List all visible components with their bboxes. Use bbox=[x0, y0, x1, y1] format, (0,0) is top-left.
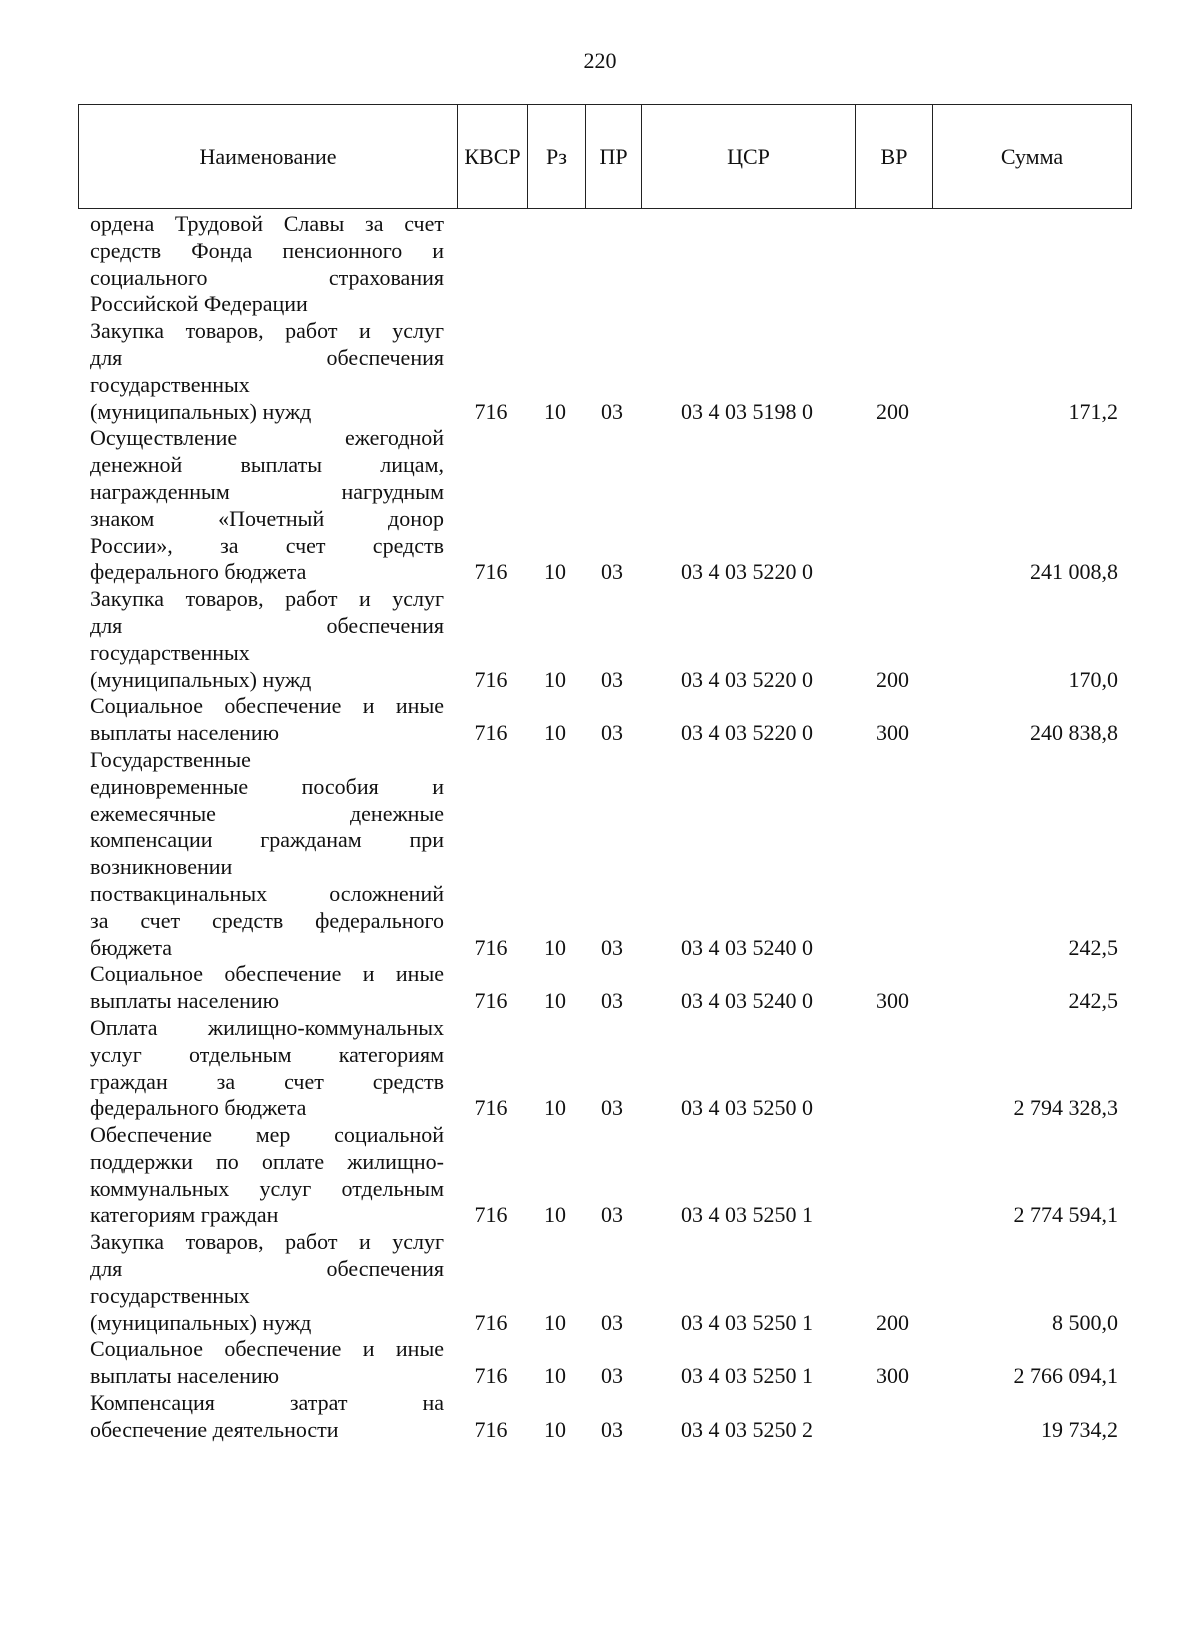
row-sum: 2 766 094,1 bbox=[1013, 1363, 1118, 1389]
row-name-line: для обеспечения bbox=[90, 1256, 444, 1282]
row-sum: 2 794 328,3 bbox=[1013, 1095, 1118, 1121]
row-name bbox=[78, 586, 456, 693]
header-vr: ВР bbox=[855, 105, 932, 208]
table-header bbox=[78, 104, 1132, 209]
row-pr: 03 bbox=[601, 559, 623, 585]
row-name-line: России», за счет средств bbox=[90, 532, 444, 558]
header-pr: ПР bbox=[585, 105, 641, 208]
table-row bbox=[78, 693, 1130, 747]
row-name-line: выплаты населению bbox=[90, 720, 280, 746]
table-row bbox=[78, 1122, 1130, 1229]
row-rz: 10 bbox=[544, 559, 566, 585]
row-kvsr: 716 bbox=[474, 398, 508, 424]
row-csr: 03 4 03 5220 0 bbox=[681, 720, 813, 746]
row-name-line: коммунальных услуг отдельным bbox=[90, 1175, 444, 1201]
table-row bbox=[78, 318, 1130, 425]
row-rz: 10 bbox=[544, 666, 566, 692]
row-name-line: поддержки по оплате жилищно- bbox=[90, 1148, 444, 1174]
row-rz: 10 bbox=[544, 1363, 566, 1389]
row-rz: 10 bbox=[544, 934, 566, 960]
row-pr: 03 bbox=[601, 1309, 623, 1335]
row-sum: 171,2 bbox=[1068, 398, 1118, 424]
row-name-line: Социальное обеспечение и иные bbox=[90, 1336, 444, 1362]
row-name bbox=[78, 1229, 456, 1336]
row-pr: 03 bbox=[601, 1416, 623, 1442]
row-rz: 10 bbox=[544, 720, 566, 746]
row-name-line: ежемесячные денежные bbox=[90, 800, 444, 826]
page-number: 220 bbox=[583, 48, 617, 73]
row-name bbox=[78, 693, 456, 747]
row-rz: 10 bbox=[544, 1095, 566, 1121]
table-row bbox=[78, 211, 1130, 318]
row-csr: 03 4 03 5240 0 bbox=[681, 988, 813, 1014]
row-name-line: выплаты населению bbox=[90, 1363, 280, 1389]
row-rz: 10 bbox=[544, 1416, 566, 1442]
row-name-line: федерального бюджета bbox=[90, 1095, 307, 1121]
row-name bbox=[78, 1122, 456, 1229]
row-name bbox=[78, 318, 456, 425]
row-name-line: знаком «Почетный донор bbox=[90, 505, 444, 531]
row-pr: 03 bbox=[601, 1363, 623, 1389]
row-kvsr: 716 bbox=[474, 934, 508, 960]
row-name bbox=[78, 747, 456, 961]
row-sum: 241 008,8 bbox=[1030, 559, 1118, 585]
row-name-line: услуг отдельным категориям bbox=[90, 1041, 444, 1067]
row-name bbox=[78, 961, 456, 1015]
row-name-line: награжденным нагрудным bbox=[90, 478, 444, 504]
header-sum: Сумма bbox=[932, 105, 1131, 208]
table-row bbox=[78, 1336, 1130, 1390]
row-kvsr: 716 bbox=[474, 1416, 508, 1442]
row-kvsr: 716 bbox=[474, 720, 508, 746]
row-sum: 242,5 bbox=[1068, 934, 1118, 960]
table-row bbox=[78, 425, 1130, 586]
row-name-line: Осуществление ежегодной bbox=[90, 425, 444, 451]
row-name-line: Обеспечение мер социальной bbox=[90, 1122, 444, 1148]
row-csr: 03 4 03 5220 0 bbox=[681, 666, 813, 692]
header-rz: Рз bbox=[527, 105, 585, 208]
row-name-line: Государственные bbox=[90, 746, 251, 772]
row-name bbox=[78, 211, 456, 318]
row-name-line: ордена Трудовой Славы за счет bbox=[90, 211, 444, 236]
row-name-line: категориям граждан bbox=[90, 1202, 279, 1228]
row-sum: 242,5 bbox=[1068, 988, 1118, 1014]
row-vr: 200 bbox=[876, 666, 909, 692]
row-rz: 10 bbox=[544, 1202, 566, 1228]
row-name-line: бюджета bbox=[90, 934, 173, 960]
row-name-line: для обеспечения bbox=[90, 344, 444, 370]
row-name bbox=[78, 425, 456, 586]
row-name-line: социального страхования bbox=[90, 264, 444, 290]
table-row bbox=[78, 1390, 1130, 1444]
row-name-line: Социальное обеспечение и иные bbox=[90, 693, 444, 719]
row-name-line: обеспечение деятельности bbox=[90, 1416, 339, 1442]
row-name-line: (муниципальных) нужд bbox=[90, 1309, 312, 1335]
row-name-line: Компенсация затрат на bbox=[90, 1390, 444, 1416]
row-vr: 200 bbox=[876, 398, 909, 424]
row-pr: 03 bbox=[601, 1202, 623, 1228]
row-pr: 03 bbox=[601, 666, 623, 692]
row-csr: 03 4 03 5250 1 bbox=[681, 1202, 813, 1228]
row-name-line: для обеспечения bbox=[90, 612, 444, 638]
row-sum: 19 734,2 bbox=[1041, 1416, 1118, 1442]
header-kvsr: КВСР bbox=[457, 105, 527, 208]
row-name-line: денежной выплаты лицам, bbox=[90, 452, 444, 478]
row-rz: 10 bbox=[544, 1309, 566, 1335]
row-csr: 03 4 03 5240 0 bbox=[681, 934, 813, 960]
row-name-line: выплаты населению bbox=[90, 988, 280, 1014]
row-kvsr: 716 bbox=[474, 1095, 508, 1121]
row-name-line: Оплата жилищно-коммунальных bbox=[90, 1014, 444, 1040]
header-name: Наименование bbox=[199, 143, 337, 169]
row-vr: 200 bbox=[876, 1309, 909, 1335]
row-name-line: компенсации гражданам при bbox=[90, 827, 444, 853]
row-name-line: федерального бюджета bbox=[90, 559, 307, 585]
row-name-line: Социальное обеспечение и иные bbox=[90, 961, 444, 987]
row-name bbox=[78, 1015, 456, 1122]
row-name-line: граждан за счет средств bbox=[90, 1068, 444, 1094]
row-name-line: Российской Федерации bbox=[90, 291, 308, 317]
row-name-line: Закупка товаров, работ и услуг bbox=[90, 318, 444, 344]
table-row bbox=[78, 1015, 1130, 1122]
row-vr: 300 bbox=[876, 1363, 909, 1389]
row-sum: 240 838,8 bbox=[1030, 720, 1118, 746]
row-vr: 300 bbox=[876, 720, 909, 746]
row-name-line: Закупка товаров, работ и услуг bbox=[90, 1229, 444, 1255]
row-name-line: государственных bbox=[90, 371, 250, 397]
row-name bbox=[78, 1390, 456, 1444]
row-name-line: возникновении bbox=[90, 854, 233, 880]
table-body bbox=[78, 211, 1130, 1444]
row-name-line: государственных bbox=[90, 1282, 250, 1308]
row-sum: 170,0 bbox=[1068, 666, 1118, 692]
row-name-line: государственных bbox=[90, 639, 250, 665]
row-csr: 03 4 03 5250 1 bbox=[681, 1363, 813, 1389]
table-row bbox=[78, 747, 1130, 961]
row-name-line: (муниципальных) нужд bbox=[90, 398, 312, 424]
row-name-line: поствакцинальных осложнений bbox=[90, 880, 444, 906]
row-pr: 03 bbox=[601, 988, 623, 1014]
row-kvsr: 716 bbox=[474, 1202, 508, 1228]
row-kvsr: 716 bbox=[474, 988, 508, 1014]
row-rz: 10 bbox=[544, 398, 566, 424]
row-pr: 03 bbox=[601, 1095, 623, 1121]
row-sum: 2 774 594,1 bbox=[1013, 1202, 1118, 1228]
row-name-line: Закупка товаров, работ и услуг bbox=[90, 586, 444, 612]
row-csr: 03 4 03 5250 0 bbox=[681, 1095, 813, 1121]
row-name-line: единовременные пособия и bbox=[90, 773, 444, 799]
row-kvsr: 716 bbox=[474, 666, 508, 692]
row-sum: 8 500,0 bbox=[1052, 1309, 1118, 1335]
table-row bbox=[78, 586, 1130, 693]
row-rz: 10 bbox=[544, 988, 566, 1014]
header-csr: ЦСР bbox=[641, 105, 855, 208]
row-kvsr: 716 bbox=[474, 559, 508, 585]
table-row bbox=[78, 1229, 1130, 1336]
row-pr: 03 bbox=[601, 398, 623, 424]
row-name-line: за счет средств федерального bbox=[90, 907, 444, 933]
row-name-line: (муниципальных) нужд bbox=[90, 666, 312, 692]
row-name bbox=[78, 1336, 456, 1390]
row-vr: 300 bbox=[876, 988, 909, 1014]
row-kvsr: 716 bbox=[474, 1363, 508, 1389]
table-row bbox=[78, 961, 1130, 1015]
row-kvsr: 716 bbox=[474, 1309, 508, 1335]
row-csr: 03 4 03 5250 1 bbox=[681, 1309, 813, 1335]
row-pr: 03 bbox=[601, 934, 623, 960]
row-csr: 03 4 03 5198 0 bbox=[681, 398, 813, 424]
row-csr: 03 4 03 5220 0 bbox=[681, 559, 813, 585]
row-pr: 03 bbox=[601, 720, 623, 746]
row-name-line: средств Фонда пенсионного и bbox=[90, 237, 444, 263]
row-csr: 03 4 03 5250 2 bbox=[681, 1416, 813, 1442]
